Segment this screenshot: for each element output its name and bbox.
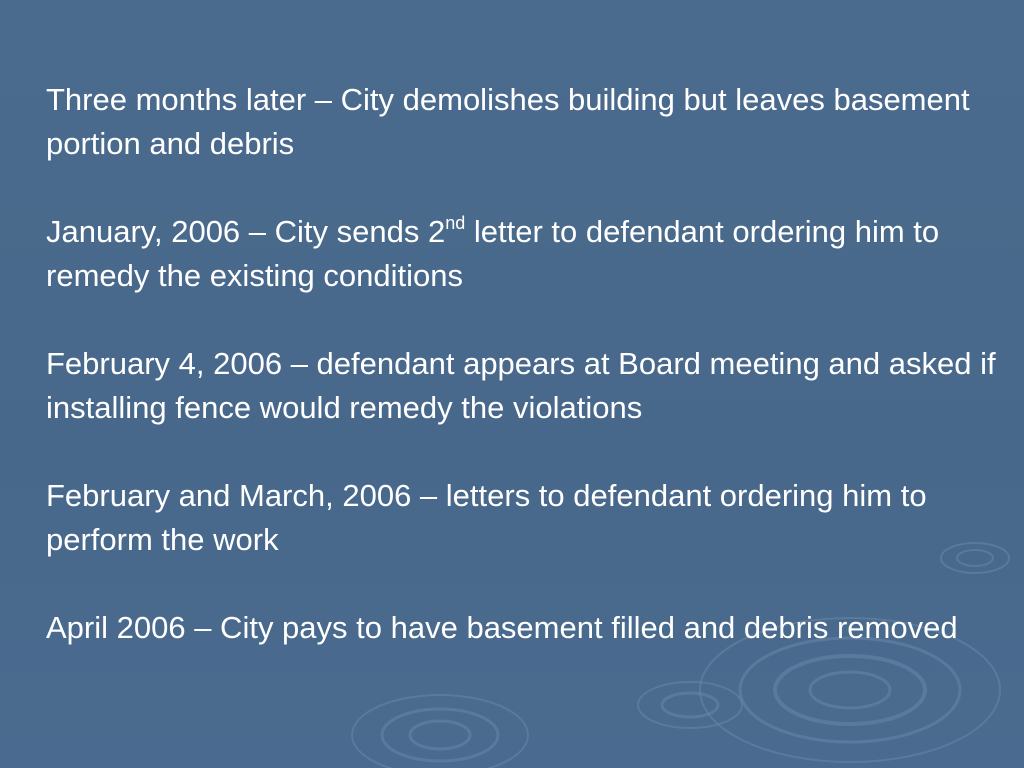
timeline-paragraph-5: April 2006 – City pays to have basement filled and debris removed bbox=[46, 610, 958, 645]
ordinal-superscript: nd bbox=[445, 212, 466, 233]
timeline-paragraph-1: Three months later – City demolishes building but leaves basement portion and debris bbox=[46, 82, 970, 161]
timeline-paragraph-4: February and March, 2006 – letters to defendant ordering him to perform the work bbox=[46, 478, 927, 557]
paragraph-2-text-after: letter to defendant ordering him to remedy the existing conditions bbox=[46, 214, 940, 293]
timeline-paragraph-2 bbox=[46, 210, 996, 298]
paragraph-2-text-before: January, 2006 – City sends 2 bbox=[46, 214, 446, 249]
slide-body bbox=[46, 78, 996, 694]
timeline-paragraph-3: February 4, 2006 – defendant appears at Board meeting and asked if installing fence would remedy the violations bbox=[46, 346, 996, 425]
